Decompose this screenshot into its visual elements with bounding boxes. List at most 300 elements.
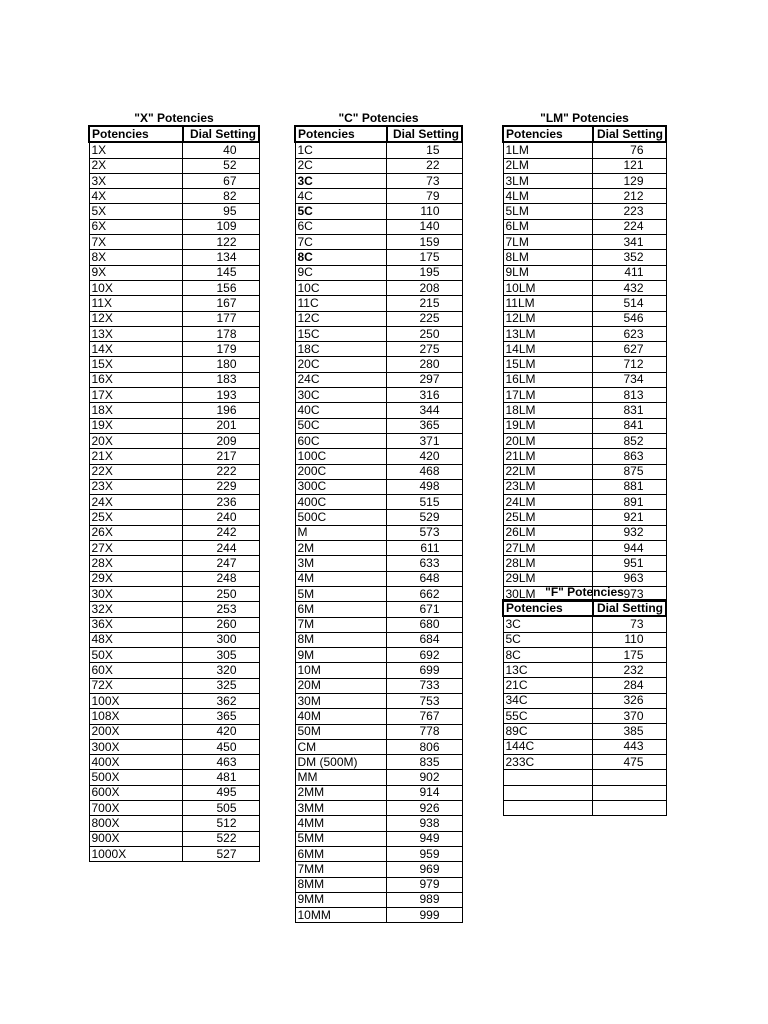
dial-setting-cell: 250	[183, 586, 260, 601]
dial-setting-cell: 514	[593, 296, 666, 311]
table-row	[503, 556, 666, 571]
table-row	[503, 541, 666, 556]
potency-cell: 900X	[89, 831, 183, 846]
potency-cell: 27X	[89, 541, 183, 556]
potency-cell: 4LM	[503, 189, 593, 204]
potency-cell: 8M	[295, 632, 387, 647]
table-row	[295, 862, 462, 877]
dial-setting-cell: 175	[593, 647, 666, 662]
dial-setting-cell: 648	[387, 571, 462, 586]
potency-cell: 12X	[89, 311, 183, 326]
table-row	[89, 342, 259, 357]
dial-setting-cell: 926	[387, 801, 462, 816]
dial-setting-cell: 145	[183, 265, 260, 280]
dial-setting-header: Dial Setting	[387, 126, 462, 142]
dial-setting-cell: 963	[593, 571, 666, 586]
table-row	[295, 510, 462, 525]
table-row	[503, 663, 666, 678]
table-row	[503, 265, 666, 280]
dial-setting-cell: 250	[387, 326, 462, 341]
potency-cell: 6M	[295, 602, 387, 617]
potency-cell: 2C	[295, 158, 387, 173]
potency-cell: 4X	[89, 189, 183, 204]
table-row	[295, 816, 462, 831]
dial-setting-cell: 253	[183, 602, 260, 617]
dial-setting-cell: 209	[183, 433, 260, 448]
table-row	[89, 632, 259, 647]
potency-cell: 11C	[295, 296, 387, 311]
table-row	[503, 296, 666, 311]
potency-cell: 300C	[295, 479, 387, 494]
dial-setting-cell: 999	[387, 908, 462, 923]
table-row	[89, 433, 259, 448]
table-row	[503, 770, 666, 785]
potency-cell: 29LM	[503, 571, 593, 586]
table-row	[503, 525, 666, 540]
potency-cell: 3C	[295, 173, 387, 188]
potency-cell: 3LM	[503, 173, 593, 188]
table-row	[89, 755, 259, 770]
dial-setting-cell: 852	[593, 433, 666, 448]
dial-setting-cell: 914	[387, 785, 462, 800]
table-row	[295, 525, 462, 540]
potency-cell: 800X	[89, 816, 183, 831]
potency-cell: 50M	[295, 724, 387, 739]
dial-setting-cell: 432	[593, 280, 666, 295]
potency-cell: 5X	[89, 204, 183, 219]
table-row	[89, 235, 259, 250]
table-row	[89, 479, 259, 494]
potency-cell: 10M	[295, 663, 387, 678]
potency-cell: 32X	[89, 602, 183, 617]
dial-setting-cell: 297	[387, 372, 462, 387]
potencies-header: Potencies	[89, 126, 183, 142]
potency-cell: 15C	[295, 326, 387, 341]
table-row	[295, 250, 462, 265]
table-row	[503, 709, 666, 724]
dial-setting-cell: 973	[593, 586, 666, 601]
dial-setting-cell: 159	[387, 235, 462, 250]
potency-cell: 5C	[503, 632, 593, 647]
potency-cell: 30LM	[503, 586, 593, 601]
potency-cell: 2MM	[295, 785, 387, 800]
potency-cell: 7C	[295, 235, 387, 250]
potency-cell: 4MM	[295, 816, 387, 831]
dial-setting-cell: 229	[183, 479, 260, 494]
dial-setting-cell: 902	[387, 770, 462, 785]
dial-setting-cell: 109	[183, 219, 260, 234]
potency-cell: 15X	[89, 357, 183, 372]
dial-setting-cell	[593, 785, 666, 800]
c-potencies-block	[294, 111, 463, 923]
dial-setting-cell: 232	[593, 663, 666, 678]
potency-cell: 9M	[295, 648, 387, 663]
table-row	[295, 602, 462, 617]
potency-cell: 23LM	[503, 479, 593, 494]
table-row	[295, 342, 462, 357]
potency-cell: 23X	[89, 479, 183, 494]
potency-cell: 400C	[295, 495, 387, 510]
table-row	[89, 663, 259, 678]
potency-cell: 16X	[89, 372, 183, 387]
dial-setting-cell: 863	[593, 449, 666, 464]
potency-cell: 40M	[295, 709, 387, 724]
table-row	[295, 724, 462, 739]
table-row	[89, 250, 259, 265]
table-row	[295, 235, 462, 250]
table-row	[89, 449, 259, 464]
table-row	[503, 204, 666, 219]
potencies-header: Potencies	[503, 126, 593, 142]
table-row	[89, 678, 259, 693]
table-row	[89, 770, 259, 785]
potency-cell: 48X	[89, 632, 183, 647]
potency-cell: 20X	[89, 433, 183, 448]
table-row	[503, 647, 666, 662]
potency-cell: 50X	[89, 648, 183, 663]
potency-cell: 60X	[89, 663, 183, 678]
table-row	[295, 892, 462, 907]
dial-setting-cell: 767	[387, 709, 462, 724]
dial-setting-cell: 684	[387, 632, 462, 647]
potency-cell: 24LM	[503, 495, 593, 510]
dial-setting-cell: 195	[387, 265, 462, 280]
potency-cell: 3C	[503, 616, 593, 632]
potency-cell: 10MM	[295, 908, 387, 923]
dial-setting-cell: 385	[593, 724, 666, 739]
dial-setting-cell: 875	[593, 464, 666, 479]
potency-cell: 30M	[295, 693, 387, 708]
potency-cell: 600X	[89, 785, 183, 800]
dial-setting-cell: 325	[183, 678, 260, 693]
potency-cell: 14X	[89, 342, 183, 357]
dial-setting-cell: 76	[593, 142, 666, 158]
table-row	[89, 556, 259, 571]
table-row	[295, 464, 462, 479]
table-header-row	[503, 126, 666, 142]
table-row	[503, 311, 666, 326]
potency-cell	[503, 785, 593, 800]
dial-setting-header: Dial Setting	[593, 126, 666, 142]
table-row	[89, 724, 259, 739]
dial-setting-cell: 627	[593, 342, 666, 357]
potency-cell: 7MM	[295, 862, 387, 877]
potency-cell: 18LM	[503, 403, 593, 418]
potency-cell: 400X	[89, 755, 183, 770]
dial-setting-cell: 134	[183, 250, 260, 265]
dial-setting-cell: 813	[593, 388, 666, 403]
potency-cell: 9MM	[295, 892, 387, 907]
table-row	[503, 739, 666, 754]
table-row	[503, 616, 666, 632]
potency-cell: 15LM	[503, 357, 593, 372]
dial-setting-cell: 881	[593, 479, 666, 494]
dial-setting-cell: 305	[183, 648, 260, 663]
dial-setting-cell: 806	[387, 739, 462, 754]
dial-setting-cell: 611	[387, 541, 462, 556]
potency-cell: 5C	[295, 204, 387, 219]
dial-setting-cell: 201	[183, 418, 260, 433]
table-row	[503, 250, 666, 265]
dial-setting-cell: 932	[593, 525, 666, 540]
table-row	[295, 556, 462, 571]
potency-cell: 8X	[89, 250, 183, 265]
table-row	[89, 586, 259, 601]
dial-setting-cell: 236	[183, 495, 260, 510]
table-row	[503, 388, 666, 403]
table-row	[295, 158, 462, 173]
potency-cell: 26X	[89, 525, 183, 540]
dial-setting-cell: 110	[387, 204, 462, 219]
table-row	[503, 449, 666, 464]
table-header-row	[89, 126, 259, 142]
table-row	[503, 785, 666, 800]
potency-cell: 72X	[89, 678, 183, 693]
dial-setting-cell: 734	[593, 372, 666, 387]
dial-setting-cell: 223	[593, 204, 666, 219]
table-row	[295, 388, 462, 403]
potency-cell: 21C	[503, 678, 593, 693]
table-row	[295, 586, 462, 601]
dial-setting-cell: 193	[183, 388, 260, 403]
dial-setting-cell: 420	[183, 724, 260, 739]
table-row	[295, 678, 462, 693]
potency-cell: 7M	[295, 617, 387, 632]
dial-setting-cell: 951	[593, 556, 666, 571]
dial-setting-cell: 177	[183, 311, 260, 326]
potency-cell: 2M	[295, 541, 387, 556]
dial-setting-cell: 475	[593, 754, 666, 769]
table-row	[89, 495, 259, 510]
potency-cell: 20M	[295, 678, 387, 693]
potency-cell: 25LM	[503, 510, 593, 525]
dial-setting-cell: 326	[593, 693, 666, 708]
table-row	[295, 709, 462, 724]
dial-setting-cell: 365	[183, 709, 260, 724]
dial-setting-cell: 73	[593, 616, 666, 632]
table-row	[89, 418, 259, 433]
potency-cell	[503, 800, 593, 815]
potency-cell: 17X	[89, 388, 183, 403]
potency-cell: 19LM	[503, 418, 593, 433]
potency-cell: 21X	[89, 449, 183, 464]
table-row	[89, 311, 259, 326]
table-row	[295, 296, 462, 311]
potency-cell: 700X	[89, 801, 183, 816]
potency-cell: 6C	[295, 219, 387, 234]
f-potencies-title: "F" Potencies	[545, 585, 624, 599]
dial-setting-cell: 178	[183, 326, 260, 341]
table-row	[295, 311, 462, 326]
table-row	[89, 525, 259, 540]
table-row	[89, 801, 259, 816]
table-row	[295, 755, 462, 770]
dial-setting-cell: 183	[183, 372, 260, 387]
dial-setting-header: Dial Setting	[183, 126, 260, 142]
dial-setting-cell: 362	[183, 693, 260, 708]
potency-cell: 8LM	[503, 250, 593, 265]
dial-setting-cell	[593, 770, 666, 785]
potency-cell: 1X	[89, 142, 183, 158]
table-row	[89, 816, 259, 831]
dial-setting-cell: 225	[387, 311, 462, 326]
table-row	[295, 663, 462, 678]
dial-setting-cell: 40	[183, 142, 260, 158]
table-row	[503, 280, 666, 295]
dial-setting-cell: 222	[183, 464, 260, 479]
dial-setting-cell: 95	[183, 204, 260, 219]
c-potencies-table	[294, 125, 463, 923]
dial-setting-cell: 22	[387, 158, 462, 173]
dial-setting-cell: 300	[183, 632, 260, 647]
table-row	[503, 495, 666, 510]
dial-setting-cell: 949	[387, 831, 462, 846]
table-row	[503, 754, 666, 769]
table-row	[503, 235, 666, 250]
potency-cell: 9C	[295, 265, 387, 280]
potency-cell: 13LM	[503, 326, 593, 341]
dial-setting-cell: 481	[183, 770, 260, 785]
potency-cell: 5M	[295, 586, 387, 601]
potency-cell: 34C	[503, 693, 593, 708]
dial-setting-cell: 841	[593, 418, 666, 433]
dial-setting-cell: 121	[593, 158, 666, 173]
x-potencies-title: "X" Potencies	[134, 111, 214, 125]
table-row	[295, 372, 462, 387]
table-row	[503, 372, 666, 387]
dial-setting-cell: 623	[593, 326, 666, 341]
dial-setting-cell: 242	[183, 525, 260, 540]
table-row	[89, 326, 259, 341]
potency-cell: 11X	[89, 296, 183, 311]
dial-setting-cell: 733	[387, 678, 462, 693]
potency-cell: 500C	[295, 510, 387, 525]
dial-setting-cell: 512	[183, 816, 260, 831]
table-row	[89, 219, 259, 234]
dial-setting-cell: 989	[387, 892, 462, 907]
table-row	[295, 280, 462, 295]
table-row	[503, 479, 666, 494]
dial-setting-cell: 891	[593, 495, 666, 510]
table-row	[295, 831, 462, 846]
dial-setting-cell: 370	[593, 709, 666, 724]
dial-setting-cell: 522	[183, 831, 260, 846]
dial-setting-cell: 284	[593, 678, 666, 693]
table-row	[503, 158, 666, 173]
table-row	[89, 846, 259, 861]
table-row	[89, 296, 259, 311]
dial-setting-cell: 217	[183, 449, 260, 464]
lm-potencies-table	[502, 125, 667, 602]
potency-cell: 4C	[295, 189, 387, 204]
table-row	[89, 602, 259, 617]
dial-setting-cell: 546	[593, 311, 666, 326]
dial-setting-cell: 498	[387, 479, 462, 494]
table-row	[89, 388, 259, 403]
dial-setting-cell: 420	[387, 449, 462, 464]
lm-potencies-title: "LM" Potencies	[540, 111, 629, 125]
dial-setting-cell: 196	[183, 403, 260, 418]
dial-setting-cell: 921	[593, 510, 666, 525]
table-row	[503, 142, 666, 158]
table-row	[295, 739, 462, 754]
potency-cell: 4M	[295, 571, 387, 586]
potency-cell: DM (500M)	[295, 755, 387, 770]
dial-setting-header: Dial Setting	[593, 600, 666, 616]
potency-cell: 3MM	[295, 801, 387, 816]
table-row	[295, 648, 462, 663]
table-row	[295, 908, 462, 923]
table-row	[89, 189, 259, 204]
potency-cell: 6MM	[295, 846, 387, 861]
table-row	[295, 403, 462, 418]
dial-setting-cell: 463	[183, 755, 260, 770]
dial-setting-cell: 529	[387, 510, 462, 525]
table-row	[89, 785, 259, 800]
potencies-header: Potencies	[295, 126, 387, 142]
table-row	[89, 280, 259, 295]
potency-cell: 7X	[89, 235, 183, 250]
potency-cell: 60C	[295, 433, 387, 448]
table-row	[503, 678, 666, 693]
potency-cell: 16LM	[503, 372, 593, 387]
potency-cell: 9LM	[503, 265, 593, 280]
potency-cell: 30X	[89, 586, 183, 601]
table-row	[295, 265, 462, 280]
potency-cell: 18C	[295, 342, 387, 357]
potency-cell: MM	[295, 770, 387, 785]
potency-cell: 5LM	[503, 204, 593, 219]
dial-setting-cell: 129	[593, 173, 666, 188]
table-row	[295, 877, 462, 892]
dial-setting-cell: 260	[183, 617, 260, 632]
table-row	[503, 342, 666, 357]
c-potencies-title: "C" Potencies	[338, 111, 419, 125]
dial-setting-cell: 156	[183, 280, 260, 295]
potency-cell: 6LM	[503, 219, 593, 234]
dial-setting-cell: 275	[387, 342, 462, 357]
table-row	[89, 265, 259, 280]
dial-setting-cell: 944	[593, 541, 666, 556]
table-row	[295, 617, 462, 632]
table-header-row	[295, 126, 462, 142]
potency-cell: M	[295, 525, 387, 540]
x-potencies-table	[88, 125, 260, 862]
potency-cell: 3X	[89, 173, 183, 188]
potency-cell: 1LM	[503, 142, 593, 158]
table-row	[89, 357, 259, 372]
potency-cell: 200C	[295, 464, 387, 479]
potency-cell: 500X	[89, 770, 183, 785]
dial-setting-cell: 450	[183, 739, 260, 754]
potency-cell: 13X	[89, 326, 183, 341]
table-row	[295, 785, 462, 800]
table-row	[295, 632, 462, 647]
dial-setting-cell: 15	[387, 142, 462, 158]
dial-setting-cell: 341	[593, 235, 666, 250]
table-row	[295, 770, 462, 785]
potency-cell: CM	[295, 739, 387, 754]
potency-cell: 10X	[89, 280, 183, 295]
table-row	[89, 709, 259, 724]
potency-cell: 8C	[503, 647, 593, 662]
potency-cell: 40C	[295, 403, 387, 418]
dial-setting-cell: 979	[387, 877, 462, 892]
potency-cell: 17LM	[503, 388, 593, 403]
table-row	[503, 403, 666, 418]
potency-cell: 12C	[295, 311, 387, 326]
dial-setting-cell: 175	[387, 250, 462, 265]
